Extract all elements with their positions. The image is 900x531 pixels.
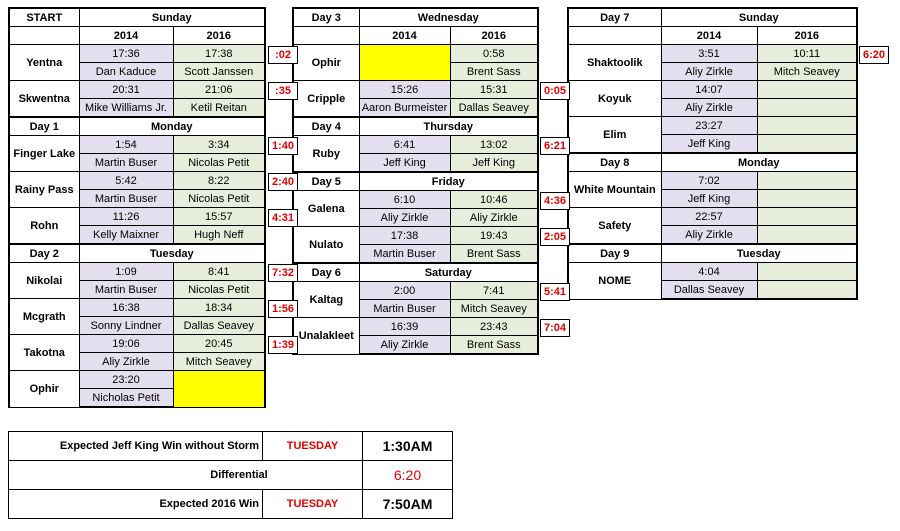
weekday-label: Sunday [79, 8, 265, 27]
time-2014: 17:38 [359, 227, 450, 245]
musher-2016: Ketil Reitan [173, 99, 265, 118]
musher-2014: Aliy Zirkle [661, 226, 757, 245]
checkpoint-name: Takotna [9, 335, 79, 371]
musher-2014: Martin Buser [359, 300, 450, 318]
musher-2014: Martin Buser [79, 190, 173, 208]
checkpoint-time-row [568, 117, 857, 135]
time-2016: 8:41 [173, 263, 265, 281]
time-2014: 23:20 [79, 371, 173, 389]
checkpoint-name: Rohn [9, 208, 79, 245]
time-2014: 22:57 [661, 208, 757, 226]
differential-value: 1:40 [268, 137, 298, 155]
weekday-label: Tuesday [661, 244, 857, 263]
day-label: Day 4 [293, 117, 359, 136]
musher-2016: Nicolas Petit [173, 281, 265, 299]
checkpoint-name: Ophir [293, 45, 359, 81]
day-label: Day 5 [293, 172, 359, 191]
musher-2014: Jeff King [359, 154, 450, 173]
time-2014: 3:51 [661, 45, 757, 63]
musher-2014: Aliy Zirkle [359, 336, 450, 355]
checkpoint-name: Rainy Pass [9, 172, 79, 208]
time-2014: 23:27 [661, 117, 757, 135]
checkpoint-time-row [293, 81, 538, 99]
time-2014: 15:26 [359, 81, 450, 99]
checkpoint-name: Skwentna [9, 81, 79, 118]
time-2014: 14:07 [661, 81, 757, 99]
day-label: Day 8 [568, 153, 661, 172]
summary-differential-value: 6:20 [363, 461, 453, 490]
checkpoint-name: Nikolai [9, 263, 79, 299]
year-2016-label: 2016 [757, 27, 857, 45]
musher-2014: Aliy Zirkle [661, 63, 757, 81]
checkpoint-time-row [293, 318, 538, 336]
time-2016: 23:43 [450, 318, 538, 336]
checkpoint-time-row [293, 136, 538, 154]
time-2016 [173, 371, 265, 408]
checkpoint-time-row [568, 81, 857, 99]
year-2016-label: 2016 [173, 27, 265, 45]
checkpoint-name: Koyuk [568, 81, 661, 117]
checkpoint-name: Safety [568, 208, 661, 245]
checkpoint-time-row [9, 371, 265, 389]
checkpoint-time-row [9, 208, 265, 226]
time-2014: 1:09 [79, 263, 173, 281]
musher-2014: Aliy Zirkle [359, 209, 450, 227]
differential-value: :35 [268, 82, 298, 100]
time-2014: 6:10 [359, 191, 450, 209]
year-2014-label: 2014 [79, 27, 173, 45]
checkpoint-name: Mcgrath [9, 299, 79, 335]
summary-table [8, 431, 453, 519]
differential-value: 2:05 [540, 228, 570, 246]
musher-2016: Mitch Seavey [450, 300, 538, 318]
day-header-row [568, 153, 857, 172]
differential-value: 1:39 [268, 336, 298, 354]
differential-value: 4:36 [540, 192, 570, 210]
musher-2016: Nicolas Petit [173, 154, 265, 172]
time-2016 [757, 263, 857, 281]
musher-2016: Brent Sass [450, 63, 538, 81]
checkpoint-time-row [9, 299, 265, 317]
time-2016: 10:46 [450, 191, 538, 209]
checkpoint-name: Unalakleet [293, 318, 359, 355]
checkpoint-name: Yentna [9, 45, 79, 81]
checkpoint-time-row [9, 172, 265, 190]
checkpoint-name: Elim [568, 117, 661, 154]
time-2016: 18:34 [173, 299, 265, 317]
musher-2016: Mitch Seavey [757, 63, 857, 81]
summary-value: 1:30AM [363, 432, 453, 461]
checkpoint-table-day3-to-day6 [292, 7, 539, 355]
day-label: Day 2 [9, 244, 79, 263]
year-spacer [9, 27, 79, 45]
weekday-label: Sunday [661, 8, 857, 27]
year-2014-label: 2014 [359, 27, 450, 45]
time-2016: 15:31 [450, 81, 538, 99]
time-2016: 21:06 [173, 81, 265, 99]
time-2014: 5:42 [79, 172, 173, 190]
weekday-label: Saturday [359, 263, 538, 282]
day-header-row [9, 244, 265, 263]
day-header-row [9, 8, 265, 27]
differential-value: 6:21 [540, 137, 570, 155]
musher-2016 [757, 135, 857, 154]
musher-2016: Aliy Zirkle [450, 209, 538, 227]
day-header-row [293, 172, 538, 191]
time-2016 [757, 117, 857, 135]
musher-2016: Hugh Neff [173, 226, 265, 245]
checkpoint-name: Kaltag [293, 282, 359, 318]
year-spacer [568, 27, 661, 45]
differential-value: :02 [268, 46, 298, 64]
summary-label: Expected Jeff King Win without Storm [9, 432, 263, 461]
time-2016: 15:57 [173, 208, 265, 226]
musher-2014: Nicholas Petit [79, 389, 173, 408]
time-2016: 8:22 [173, 172, 265, 190]
weekday-label: Monday [79, 117, 265, 136]
year-spacer [293, 27, 359, 45]
day-label: Day 6 [293, 263, 359, 282]
checkpoint-time-row [9, 136, 265, 154]
day-label: Day 1 [9, 117, 79, 136]
musher-2016: Mitch Seavey [173, 353, 265, 371]
musher-2014: Kelly Maixner [79, 226, 173, 245]
time-2016 [757, 81, 857, 99]
musher-2016 [757, 190, 857, 208]
differential-value: 5:41 [540, 283, 570, 301]
year-header-row [9, 27, 265, 45]
differential-value: 1:56 [268, 300, 298, 318]
checkpoint-name: NOME [568, 263, 661, 300]
time-2016: 3:34 [173, 136, 265, 154]
musher-2014: Dallas Seavey [661, 281, 757, 300]
differential-value: 4:31 [268, 209, 298, 227]
checkpoint-name: Ruby [293, 136, 359, 173]
time-2014: 20:31 [79, 81, 173, 99]
checkpoint-name: Nulato [293, 227, 359, 264]
checkpoint-name: Ophir [9, 371, 79, 408]
weekday-label: Wednesday [359, 8, 538, 27]
time-2014: 16:38 [79, 299, 173, 317]
summary-day: TUESDAY [263, 432, 363, 461]
checkpoint-table-start-to-day2 [8, 7, 266, 408]
summary-row-expected-win [9, 490, 453, 519]
day-header-row [293, 8, 538, 27]
musher-2014: Sonny Lindner [79, 317, 173, 335]
checkpoint-time-row [568, 45, 857, 63]
musher-2016: Brent Sass [450, 245, 538, 264]
differential-value: 2:40 [268, 173, 298, 191]
checkpoint-time-row [568, 208, 857, 226]
summary-row-differential [9, 461, 453, 490]
checkpoint-time-row [293, 191, 538, 209]
weekday-label: Monday [661, 153, 857, 172]
checkpoint-name: Shaktoolik [568, 45, 661, 81]
checkpoint-time-row [9, 45, 265, 63]
checkpoint-time-row [293, 227, 538, 245]
time-2016: 20:45 [173, 335, 265, 353]
differential-value: 0:05 [540, 82, 570, 100]
time-2016: 19:43 [450, 227, 538, 245]
day-label: Day 7 [568, 8, 661, 27]
summary-row-no-storm [9, 432, 453, 461]
day-label: Day 9 [568, 244, 661, 263]
time-2014 [359, 45, 450, 81]
checkpoint-time-row [293, 282, 538, 300]
summary-day: TUESDAY [263, 490, 363, 519]
day-header-row [568, 244, 857, 263]
differential-value: 7:04 [540, 319, 570, 337]
time-2014: 7:02 [661, 172, 757, 190]
weekday-label: Friday [359, 172, 538, 191]
day-label: Day 3 [293, 8, 359, 27]
musher-2014: Mike Williams Jr. [79, 99, 173, 118]
day-header-row [568, 8, 857, 27]
checkpoint-name: Galena [293, 191, 359, 227]
checkpoint-time-row [568, 263, 857, 281]
musher-2016: Brent Sass [450, 336, 538, 355]
time-2016 [757, 208, 857, 226]
checkpoint-name: Finger Lake [9, 136, 79, 172]
musher-2016: Jeff King [450, 154, 538, 173]
musher-2016: Nicolas Petit [173, 190, 265, 208]
time-2014: 16:39 [359, 318, 450, 336]
weekday-label: Tuesday [79, 244, 265, 263]
checkpoint-time-row [9, 335, 265, 353]
musher-2014: Jeff King [661, 190, 757, 208]
musher-2014: Martin Buser [359, 245, 450, 264]
time-2014: 17:36 [79, 45, 173, 63]
musher-2016 [757, 226, 857, 245]
checkpoint-time-row [9, 263, 265, 281]
musher-2016 [757, 99, 857, 117]
year-header-row [293, 27, 538, 45]
day-header-row [293, 117, 538, 136]
year-2016-label: 2016 [450, 27, 538, 45]
time-2016: 0:58 [450, 45, 538, 63]
summary-label: Differential [9, 461, 363, 490]
musher-2014: Aliy Zirkle [79, 353, 173, 371]
differential-value: 7:32 [268, 264, 298, 282]
time-2016: 13:02 [450, 136, 538, 154]
time-2016: 7:41 [450, 282, 538, 300]
checkpoint-time-row [568, 172, 857, 190]
musher-2016 [757, 281, 857, 300]
checkpoint-table-day7-to-nome [567, 7, 858, 300]
musher-2016: Dallas Seavey [173, 317, 265, 335]
checkpoint-time-row [293, 45, 538, 63]
musher-2014: Dan Kaduce [79, 63, 173, 81]
time-2016: 17:38 [173, 45, 265, 63]
time-2014: 4:04 [661, 263, 757, 281]
weekday-label: Thursday [359, 117, 538, 136]
time-2014: 6:41 [359, 136, 450, 154]
time-2014: 2:00 [359, 282, 450, 300]
time-2014: 11:26 [79, 208, 173, 226]
day-label: START [9, 8, 79, 27]
musher-2014: Jeff King [661, 135, 757, 154]
checkpoint-name: White Mountain [568, 172, 661, 208]
summary-value: 7:50AM [363, 490, 453, 519]
time-2016 [757, 172, 857, 190]
time-2014: 19:06 [79, 335, 173, 353]
checkpoint-name: Cripple [293, 81, 359, 118]
checkpoint-time-row [9, 81, 265, 99]
day-header-row [9, 117, 265, 136]
time-2016: 10:11 [757, 45, 857, 63]
musher-2014: Martin Buser [79, 281, 173, 299]
musher-2014: Martin Buser [79, 154, 173, 172]
musher-2016: Dallas Seavey [450, 99, 538, 118]
musher-2014: Aaron Burmeister [359, 99, 450, 118]
musher-2016: Scott Janssen [173, 63, 265, 81]
differential-value: 6:20 [859, 46, 889, 64]
day-header-row [293, 263, 538, 282]
year-2014-label: 2014 [661, 27, 757, 45]
summary-label: Expected 2016 Win [9, 490, 263, 519]
year-header-row [568, 27, 857, 45]
time-2014: 1:54 [79, 136, 173, 154]
musher-2014: Aliy Zirkle [661, 99, 757, 117]
